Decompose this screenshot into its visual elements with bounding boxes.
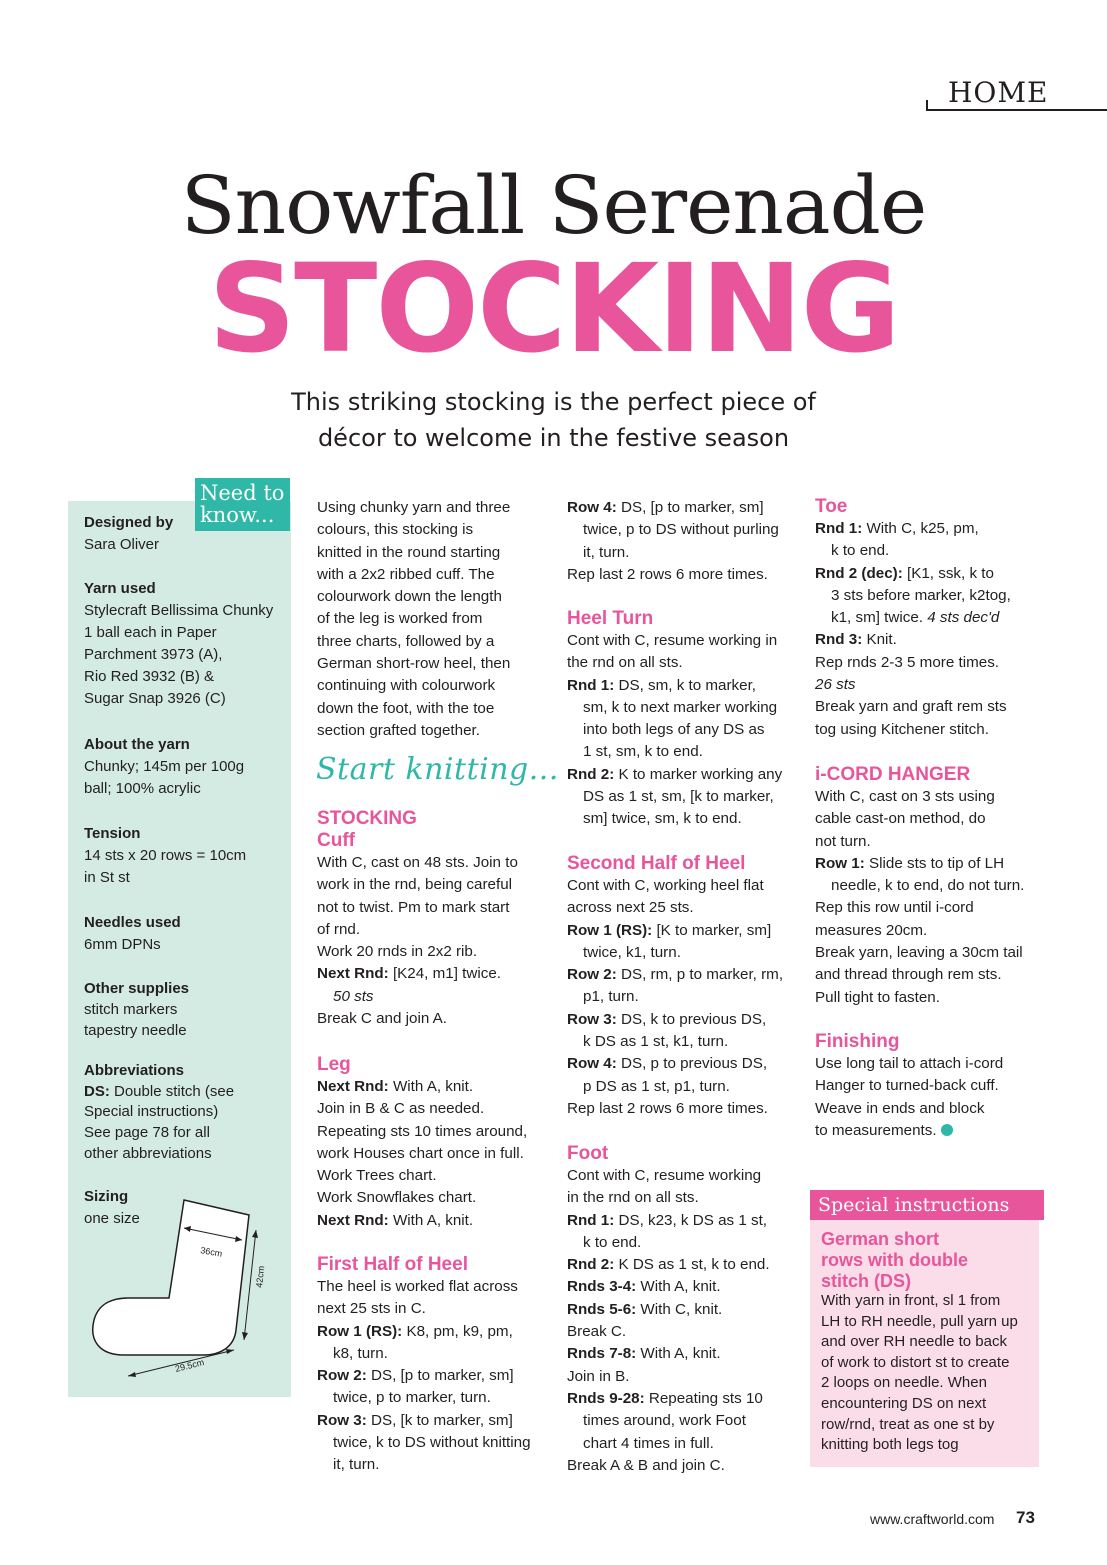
icord-line: and thread through rem sts. <box>815 966 1002 984</box>
foot-break-c: Break C. <box>567 1323 627 1341</box>
row-cont: p DS as 1 st, p1, turn. <box>583 1077 730 1095</box>
abbrev-line: other abbreviations <box>84 1144 212 1162</box>
cuff-next-label: Next Rnd: <box>317 965 389 983</box>
intro-line: of the leg is worked from <box>317 610 483 628</box>
stocking-outline <box>93 1200 249 1355</box>
heel1-heading: First Half of Heel <box>317 1254 468 1275</box>
page-number: 73 <box>1016 1508 1035 1527</box>
icord-line: Break yarn, leaving a 30cm tail <box>815 944 1023 962</box>
intro-line: down the foot, with the toe <box>317 699 495 717</box>
row-cont: k DS as 1 st, k1, turn. <box>583 1033 729 1051</box>
standfirst-line1: This striking stocking is the perfect piece of <box>291 388 816 416</box>
f-rnd56 <box>567 1299 797 1321</box>
badge-line2: know... <box>200 503 275 527</box>
leg-line: Work Snowflakes chart. <box>317 1189 477 1207</box>
toe-repeat: Rep rnds 2-3 5 more times. <box>815 653 1000 671</box>
heel1-line: next 25 sts in C. <box>317 1300 426 1318</box>
leg-next-label: Next Rnd: <box>317 1078 389 1095</box>
row-cont: DS as 1 st, sm, [k to marker, <box>583 788 774 806</box>
icord-line: measures 20cm. <box>815 921 928 939</box>
row-label: Rnd 2 (dec): <box>815 564 903 582</box>
row-text: Knit. <box>862 631 897 649</box>
row-text: With A, knit. <box>636 1345 721 1363</box>
row-label: Rnd 2: <box>567 765 615 783</box>
foot-break-ab: Break A & B and join C. <box>567 1456 725 1474</box>
row-label: Rnd 1: <box>567 676 615 694</box>
title-line2: STOCKING <box>208 238 899 380</box>
designed-by-value: Sara Oliver <box>84 536 160 553</box>
cuff-heading: Cuff <box>317 830 355 851</box>
special-line: row/rnd, treat as one st by <box>821 1415 995 1433</box>
sizing-value: one size <box>84 1210 140 1227</box>
row-text: K DS as 1 st, k to end. <box>614 1256 770 1274</box>
special-line: knitting both legs tog <box>821 1436 959 1454</box>
yarn-line: Rio Red 3932 (B) & <box>84 668 215 685</box>
yarn-ball-end-icon <box>941 1124 953 1136</box>
badge-line1: Need to <box>200 481 285 505</box>
row-text: DS, [p to marker, sm] <box>366 1367 514 1385</box>
f-rnd78 <box>567 1343 797 1365</box>
standfirst-line2: décor to welcome in the festive season <box>317 424 790 452</box>
heel2-section <box>567 853 797 1120</box>
section-rule <box>926 109 1107 111</box>
intro-line: section grafted together. <box>317 721 480 739</box>
foot-line: Cont with C, resume working <box>567 1167 762 1184</box>
special-line: With yarn in front, sl 1 from <box>821 1292 1001 1309</box>
abbreviations-heading: Abbreviations <box>84 1062 185 1079</box>
sizing-heading: Sizing <box>84 1188 129 1205</box>
special-instructions-title <box>821 1229 1031 1292</box>
tension-line: in St st <box>84 869 130 886</box>
leg-line: Work Trees chart. <box>317 1167 437 1185</box>
finishing-line: Use long tail to attach i-cord <box>815 1055 1004 1072</box>
cuff-next-row <box>317 963 547 985</box>
row-text: DS, sm, k to marker, <box>614 676 757 694</box>
icord-line: Rep this row until i-cord <box>815 899 974 917</box>
needles-value: 6mm DPNs <box>84 936 161 953</box>
foot-label: 29.5cm <box>174 1357 206 1374</box>
cuff-line: With C, cast on 48 sts. Join to <box>317 854 518 871</box>
t-rnd1 <box>815 518 1040 540</box>
about-yarn-heading: About the yarn <box>84 736 190 753</box>
row-cont: k to end. <box>831 542 890 560</box>
row-text: K to marker working any <box>614 765 783 783</box>
leg-next-row <box>317 1076 547 1098</box>
toe-line: tog using Kitchener stitch. <box>815 720 989 738</box>
row-text: DS, [k to marker, sm] <box>366 1411 513 1429</box>
finishing-heading: Finishing <box>815 1031 900 1052</box>
tension-line: 14 sts x 20 rows = 10cm <box>84 847 247 864</box>
yarn-used <box>84 578 284 710</box>
t-rnd3 <box>815 629 1040 651</box>
row-text: DS, rm, p to marker, rm, <box>616 966 784 984</box>
tension-heading: Tension <box>84 825 141 842</box>
special-line: 2 loops on needle. When <box>821 1374 987 1392</box>
ic-row1 <box>815 853 1040 875</box>
icord-line: With C, cast on 3 sts using <box>815 788 995 805</box>
row-cont: sm, k to next marker working <box>583 698 778 716</box>
heel1-line: The heel is worked flat across <box>317 1278 518 1295</box>
intro-line: German short-row heel, then <box>317 655 511 673</box>
toe-line: Break yarn and graft rem sts <box>815 698 1007 716</box>
special-line: encountering DS on next <box>821 1394 987 1412</box>
heel1-continued <box>567 497 797 586</box>
cuff-line: work in the rnd, being careful <box>317 876 513 894</box>
row-text: With A, knit. <box>636 1278 721 1296</box>
width-label: 36cm <box>199 1245 224 1259</box>
row-label: Row 4: <box>567 499 617 516</box>
icord-line: not turn. <box>815 832 871 850</box>
repeat-line: Rep last 2 rows 6 more times. <box>567 1099 768 1117</box>
row-cont-with-note <box>815 607 1040 629</box>
row-cont: it, turn. <box>583 543 630 561</box>
leg-line: Join in B & C as needed. <box>317 1100 485 1118</box>
row-text: DS, [p to marker, sm] <box>616 499 764 516</box>
finishing-line: Weave in ends and block <box>815 1099 985 1117</box>
foot-heading: Foot <box>567 1143 609 1164</box>
heel1-section <box>317 1254 547 1477</box>
supply-line: stitch markers <box>84 1001 178 1018</box>
f-rnd34 <box>567 1276 797 1298</box>
row4 <box>567 497 797 519</box>
toe-heading: Toe <box>815 496 848 517</box>
row-text: With C, k25, pm, <box>862 520 979 537</box>
row-text: Repeating sts 10 <box>644 1389 763 1407</box>
yarn-line: 1 ball each in Paper <box>84 624 217 641</box>
t-rnd2 <box>815 563 1040 585</box>
other-supplies <box>84 978 284 1041</box>
heel2-heading: Second Half of Heel <box>567 853 746 874</box>
special-line: LH to RH needle, pull yarn up <box>821 1312 1018 1330</box>
heelturn-line: the rnd on all sts. <box>567 654 683 672</box>
cuff-line: not to twist. Pm to mark start <box>317 898 510 916</box>
abbrev-line: See page 78 for all <box>84 1124 210 1142</box>
special-line: of work to distort st to create <box>821 1353 1010 1371</box>
designed-by <box>84 512 284 556</box>
supply-line: tapestry needle <box>84 1022 187 1039</box>
row-label: Row 3: <box>317 1411 367 1429</box>
row-text: [K to marker, sm] <box>652 921 772 939</box>
leg-line: Repeating sts 10 times around, <box>317 1122 528 1140</box>
row-text: DS, k23, k DS as 1 st, <box>614 1211 768 1229</box>
row-text: DS, k to previous DS, <box>616 1010 767 1028</box>
special-title-line: rows with double <box>821 1250 968 1270</box>
stocking-size-diagram <box>84 1190 284 1390</box>
intro-line: three charts, followed by a <box>317 632 495 650</box>
row-cont: twice, k1, turn. <box>583 943 681 961</box>
finishing-line: Hanger to turned-back cuff. <box>815 1077 999 1095</box>
intro-line: colourwork down the length <box>317 588 502 606</box>
row-cont: chart 4 times in full. <box>583 1434 714 1452</box>
tension <box>84 823 284 889</box>
f-rnd928 <box>567 1388 797 1410</box>
row-label: Rnd 1: <box>567 1211 615 1229</box>
row-cont: twice, k to DS without knitting <box>333 1434 531 1452</box>
row-cont: 3 sts before marker, k2tog, <box>831 586 1011 604</box>
row-cont: k8, turn. <box>333 1344 388 1362</box>
icord-heading: i-CORD HANGER <box>815 764 971 785</box>
row-label: Rnd 1: <box>815 520 863 537</box>
h2-row1 <box>567 920 797 942</box>
row-label: Rnds 9-28: <box>567 1389 645 1407</box>
row-cont: twice, p to marker, turn. <box>333 1389 491 1407</box>
heelturn-line: Cont with C, resume working in <box>567 632 778 649</box>
intro-line: continuing with colourwork <box>317 677 496 695</box>
section-label: HOME <box>948 76 1049 109</box>
special-title-line: stitch (DS) <box>821 1271 911 1291</box>
row-text: K8, pm, k9, pm, <box>402 1322 513 1340</box>
cuff-next-text: [K24, m1] twice. <box>388 965 501 983</box>
leg-line: work Houses chart once in full. <box>317 1144 524 1162</box>
ht-rnd2 <box>567 764 797 786</box>
intro-line: knitted in the round starting <box>317 543 501 561</box>
row-label: Rnds 7-8: <box>567 1345 637 1363</box>
row-cont: p1, turn. <box>583 988 639 1006</box>
icord-line: cable cast-on method, do <box>815 810 986 828</box>
row-cont: twice, p to DS without purling <box>583 521 779 539</box>
leg-next-text: With A, knit. <box>388 1211 474 1229</box>
heelturn-section <box>567 608 797 831</box>
abbrev-line: Special instructions) <box>84 1103 219 1121</box>
abbrev-ds-label: DS: <box>84 1082 110 1100</box>
other-supplies-heading: Other supplies <box>84 980 190 997</box>
h2-row3 <box>567 1009 797 1031</box>
heel1-row1 <box>317 1321 547 1343</box>
row-label: Row 3: <box>567 1010 617 1028</box>
stocking-heading: STOCKING <box>317 808 417 829</box>
row-cont: into both legs of any DS as <box>583 721 765 739</box>
leg-next-text: With A, knit. <box>388 1078 474 1095</box>
row-label: Rnds 3-4: <box>567 1278 637 1296</box>
repeat-line: Rep last 2 rows 6 more times. <box>567 565 768 583</box>
row-label: Row 2: <box>317 1367 367 1385</box>
row-label: Rnd 2: <box>567 1256 615 1274</box>
foot-join-b: Join in B. <box>567 1367 630 1385</box>
special-instructions-text <box>821 1291 1036 1456</box>
finishing-line: to measurements. <box>815 1121 937 1139</box>
intro-text <box>317 497 547 742</box>
foot-arrow-left <box>128 1372 136 1377</box>
about-yarn <box>84 734 284 800</box>
intro-line: Using chunky yarn and three <box>317 499 511 516</box>
row-cont: k to end. <box>583 1233 642 1251</box>
standfirst <box>220 384 887 456</box>
row-label: Rnd 3: <box>815 631 863 649</box>
yarn-used-heading: Yarn used <box>84 580 156 597</box>
height-arrow-top <box>252 1230 258 1238</box>
dec-note: 4 sts dec'd <box>927 609 1000 627</box>
cuff-count: 50 sts <box>333 987 374 1005</box>
leg-next-row <box>317 1210 547 1232</box>
toe-section <box>815 496 1040 741</box>
intro-line: colours, this stocking is <box>317 521 474 539</box>
special-title-line: German short <box>821 1229 940 1249</box>
row-text: With C, knit. <box>636 1300 723 1318</box>
icord-section <box>815 764 1040 1009</box>
h2-row4 <box>567 1053 797 1075</box>
foot-section <box>567 1143 797 1477</box>
row-cont: k1, sm] twice. <box>831 609 928 627</box>
footer-url[interactable]: www.craftworld.com <box>870 1511 995 1527</box>
cuff-line: of rnd. <box>317 920 361 938</box>
heelturn-heading: Heel Turn <box>567 608 654 629</box>
h2-row2 <box>567 964 797 986</box>
row-text: [K1, ssk, k to <box>902 564 994 582</box>
intro-line: with a 2x2 ribbed cuff. The <box>317 565 495 583</box>
height-label: 42cm <box>254 1265 267 1289</box>
special-line: and over RH needle to back <box>821 1333 1007 1351</box>
row-label: Row 1 (RS): <box>567 921 653 939</box>
row-label: Row 2: <box>567 966 617 984</box>
row-cont: times around, work Foot <box>583 1412 746 1430</box>
needles <box>84 912 284 956</box>
designed-by-heading: Designed by <box>84 514 174 531</box>
yarn-line: Parchment 3973 (A), <box>84 646 223 663</box>
finishing-section <box>815 1031 1040 1142</box>
icord-line: Pull tight to fasten. <box>815 988 940 1006</box>
yarn-line: Sugar Snap 3926 (C) <box>84 690 226 707</box>
row-cont: needle, k to end, do not turn. <box>831 877 1025 895</box>
leg-section <box>317 1054 547 1232</box>
ht-rnd1 <box>567 675 797 697</box>
heel2-line: Cont with C, working heel flat <box>567 877 764 894</box>
f-rnd1 <box>567 1210 797 1232</box>
row-text: Slide sts to tip of LH <box>864 854 1005 872</box>
special-instructions-header: Special instructions <box>810 1190 1044 1220</box>
row-cont: 1 st, sm, k to end. <box>583 743 703 761</box>
needles-heading: Needles used <box>84 914 181 931</box>
row-cont: sm] twice, sm, k to end. <box>583 810 742 828</box>
row-label: Row 4: <box>567 1055 617 1073</box>
title-line1: Snowfall Serenade <box>180 159 927 252</box>
start-knitting-heading: Start knitting... <box>316 752 559 787</box>
cuff-line: Work 20 rnds in 2x2 rib. <box>317 943 478 961</box>
about-yarn-line: Chunky; 145m per 100g <box>84 758 245 775</box>
row-cont: it, turn. <box>333 1456 380 1474</box>
foot-line: in the rnd on all sts. <box>567 1189 699 1207</box>
cuff-section <box>317 808 547 1030</box>
toe-count: 26 sts <box>815 676 856 694</box>
leg-next-label: Next Rnd: <box>317 1211 389 1229</box>
yarn-line: Stylecraft Bellissima Chunky <box>84 602 274 619</box>
about-yarn-line: ball; 100% acrylic <box>84 780 201 797</box>
row-text: DS, p to previous DS, <box>616 1055 768 1073</box>
heel2-line: across next 25 sts. <box>567 899 694 917</box>
leg-heading: Leg <box>317 1054 351 1075</box>
row-label: Row 1: <box>815 854 865 872</box>
abbrev-ds-text: Double stitch (see <box>109 1082 235 1100</box>
cuff-break: Break C and join A. <box>317 1010 448 1028</box>
row-label: Row 1 (RS): <box>317 1322 403 1340</box>
finishing-last-line <box>815 1120 1040 1142</box>
foot-arrow-right <box>226 1349 234 1354</box>
height-arrow-bottom <box>242 1332 248 1340</box>
row-label: Rnds 5-6: <box>567 1300 637 1318</box>
heel1-row2 <box>317 1365 547 1387</box>
f-rnd2 <box>567 1254 797 1276</box>
heel1-row3 <box>317 1410 547 1432</box>
abbreviations <box>84 1061 284 1165</box>
abbrev-ds <box>84 1082 284 1103</box>
